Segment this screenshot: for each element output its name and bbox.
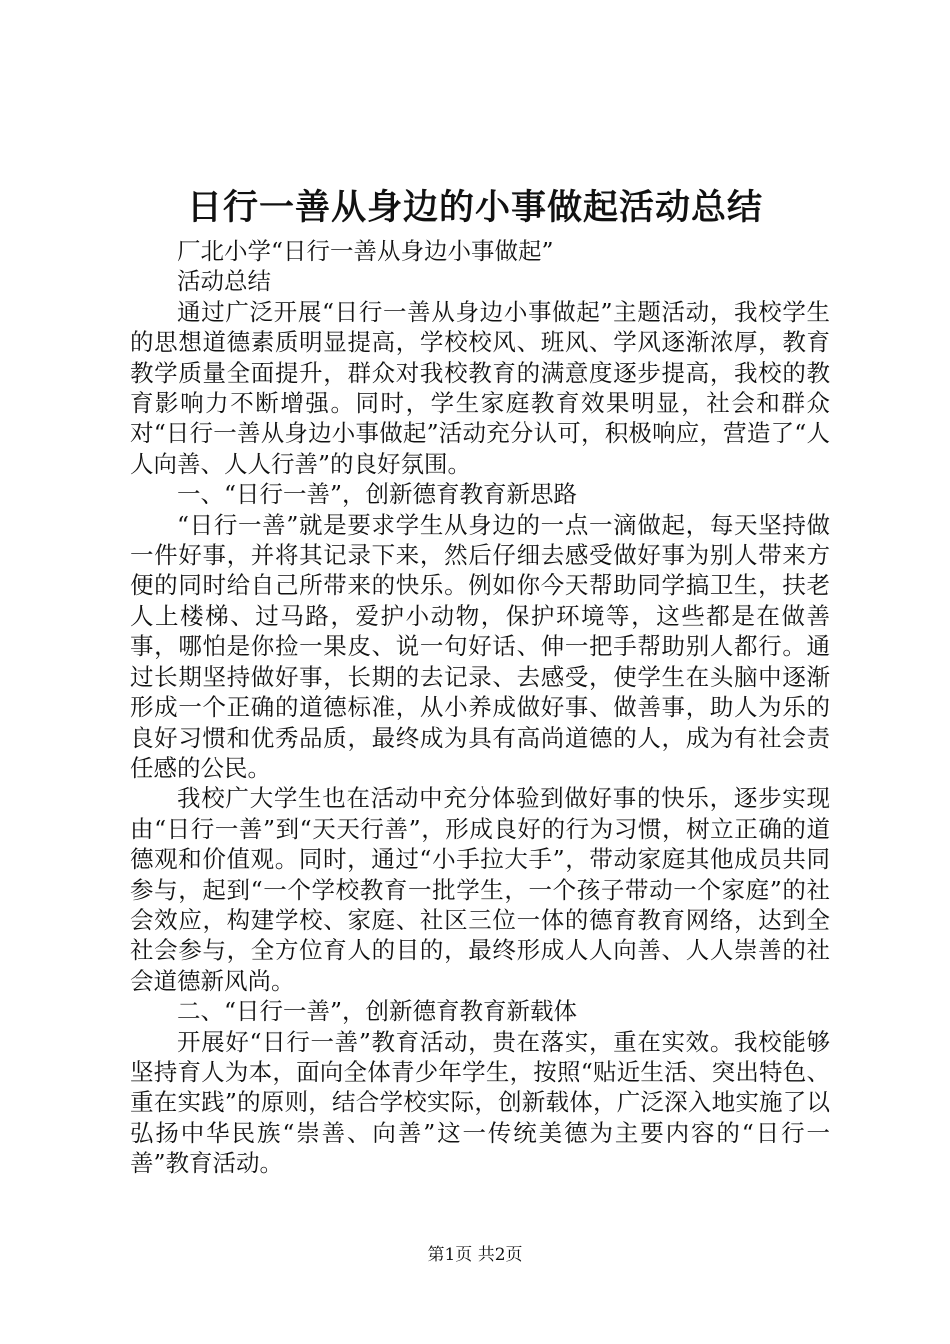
section-heading-1: 一、“日行一善”，创新德育教育新思路: [177, 480, 578, 509]
document-body: [130, 236, 830, 1179]
section-heading-2: 二、“日行一善”，创新德育教育新载体: [177, 997, 578, 1026]
paragraph-section-1-b: 我校广大学生也在活动中充分体验到做好事的快乐，逐步实现由“日行一善”到“天天行善”，形成良好的行为习惯，树立正确的道德观和价值观。同时，通过“小手拉大手”，带动家庭其他成员共同参与，起到“一个学校教育一批学生，一个孩子带动一个家庭”的社会效应，构建学校、家庭、社区三位一体的德育教育网络，达到全社会参与，全方位育人的目的，最终形成人人向善、人人崇善的社会道德新风尚。: [130, 784, 830, 995]
document-title: 日行一善从身边的小事做起活动总结: [186, 187, 763, 228]
paragraph-school-name: 厂北小学“日行一善从身边小事做起”: [177, 237, 554, 265]
paragraph-section-1-a: “日行一善”就是要求学生从身边的一点一滴做起，每天坚持做一件好事，并将其记录下来，然后仔细去感受做好事为别人带来方便的同时给自己所带来的快乐。例如你今天帮助同学搞卫生，扶老人上楼梯、过马路，爱护小动物，保护环境等，这些都是在做善事，哪怕是你捡一果皮、说一句好话、伸一把手帮助别人都行。通过长期坚持做好事，长期的去记录、去感受，使学生在头脑中逐渐形成一个正确的道德标准，从小养成做好事、做善事，助人为乐的良好习惯和优秀品质，最终成为具有高尚道德的人，成为有社会责任感的公民。: [130, 510, 830, 782]
paragraph-section-2-a: 开展好“日行一善”教育活动，贵在落实，重在实效。我校能够坚持育人为本，面向全体青少年学生，按照“贴近生活、突出特色、重在实践”的原则，结合学校实际，创新载体，广泛深入地实施了以弘扬中华民族“崇善、向善”这一传统美德为主要内容的“日行一善”教育活动。: [130, 1027, 830, 1178]
paragraph-intro: 通过广泛开展“日行一善从身边小事做起”主题活动，我校学生的思想道德素质明显提高，学校校风、班风、学风逐渐浓厚，教育教学质量全面提升，群众对我校教育的满意度逐步提高，我校的教育影响力不断增强。同时，学生家庭教育效果明显，社会和群众对“日行一善从身边小事做起”活动充分认可，积极响应，营造了“人人向善、人人行善”的良好氛围。: [130, 297, 830, 478]
page-footer: 第1页 共2页: [427, 1245, 523, 1265]
paragraph-subtitle: 活动总结: [177, 267, 271, 296]
